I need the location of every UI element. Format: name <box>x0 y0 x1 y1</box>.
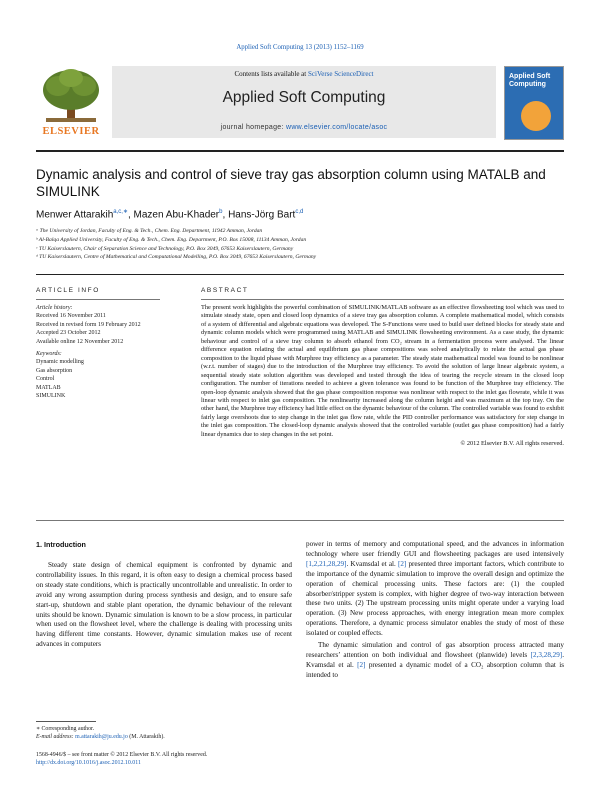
journal-homepage-line <box>112 124 496 131</box>
abstract-text: The present work highlights the powerful combination of SIMULINK/MATLAB software as an effective flowsheeting tool which was used to simulate steady state, open and closed loop dynamics of a sieve tray gas absorption column. A complete mathematical model, which consists of a system of differential and algebraic equations was developed. The S-Functions were used to build user defined blocks for steady state and dynamic column models which were programmed using MATLAB and SIMULINK flowsheeting environment. As a case study, the dynamic behaviour and control of a sieve tray column to absorb ethanol from CO₂ stream in a fermentation process were analysed. The linear difference equation relating the actual and equilibrium gas phase compositions was solved analytically to relate the actual gas phase composition to the liquid phase with Murphree tray efficiency as a parameter. The steady state mathematical model was found to be nonlinear (w.r.t. number of stages) due to the introduction of the Murphree tray efficiency. To avoid the solution of large linear algebraic system, a sequential steady state solution algorithm was developed and tested through the idea of tearing the recycle stream in the closed loop configuration. The number of iterations needed to achieve a given tolerance was found to be function of the Murphree tray efficiency. The open-loop dynamic analysis showed that the gas phase composition response was nonlinear with respect to the inlet gas flowrate, while it was linear with respect to inlet gas composition. The nonlinearity increased along the column height and was maximum at the top tray. On the other hand, the Murphree tray efficiency had little effect on the dynamic behaviour of the column. The controlled variable was found to exhibit fairly large overshoots due to step change in the inlet gas flow rate, while the PID controller performance was satisfactory for step change in the inlet gas composition. The closed-loop dynamic analysis showed that the controlled variable (outlet gas phase composition) had a fairly linear dynamics due to step changes in the set point. <box>201 304 564 438</box>
header-rule <box>36 150 564 152</box>
issn-line: 1568-4946/$ – see front matter © 2012 Elsevier B.V. All rights reserved. <box>36 752 208 758</box>
introduction-paragraph: Steady state design of chemical equipment is confronted by dynamic and controllability issues. In this regard, it is often easy to design a chemical process based on steady state conditions, which is practically uncontrollable and unrealistic. In order to avoid any wrong assumption during process synthesis and design, and to ensure safe start-up, shutdown and stable plant operation, the dynamic behaviour of the relevant units should be known. Dynamic simulation is known to be a slow process, in particular when used on the flowsheet level, where the challenge is dealing with processing units having different time constants. However, dynamic simulation makes use of recent advances in computers <box>36 561 292 649</box>
article-title: Dynamic analysis and control of sieve tray gas absorption column using MATALB and SIMULINK <box>36 167 546 199</box>
homepage-link[interactable]: www.elsevier.com/locate/asoc <box>285 124 388 131</box>
abstract-heading: ABSTRACT <box>201 287 249 294</box>
author-affiliation-marker[interactable]: b <box>219 209 223 215</box>
author-list: Menwer Attarakih$^{a,c,∗}$, Mazen Abu-Khader$^b$, Hans-Jörg Bart$^{c,d}$ <box>36 209 304 221</box>
corresponding-author-note: ∗ Corresponding author. <box>36 726 95 732</box>
keyword-item: Control <box>36 376 55 383</box>
affiliation-line: ᶜ TU Kaiserslautern, Chair of Separation Science and Technology, P.O. Box 3049, 67653 Kaiserslautern, Germany <box>36 245 294 252</box>
cover-title: Applied Soft Computing <box>509 73 551 88</box>
citation-link[interactable]: [2] <box>397 559 407 568</box>
introduction-paragraph-continued: power in terms of memory and computational speed, and the advances in information technology where user friendly GUI and flowsheeting packages are used intensively [1,2,21,28,29]. Kvamsdal et al. [2] presented three important factors, which contribute to the importance of the dynamic simulation to improve the overall design and optimize the operation of chemical processing units. These factors are: (1) the coupled absorber/stripper system is complex, with higher degree of two-way interaction between these two units. (2) The upstream processing units might operate under a varying load operation. (3) New process approaches, with energy integration mean more complex operations. Therefore, a dynamic process simulator enables the study of most of these isolated or coupled effects. <box>306 540 564 638</box>
homepage-prefix: journal homepage: <box>220 124 284 131</box>
email-note <box>36 733 292 741</box>
copyright-notice: © 2012 Elsevier B.V. All rights reserved. <box>460 440 564 448</box>
introduction-paragraph-2: The dynamic simulation and control of gas absorption process attracted many researchers’ attention on both individual and flowsheet (planwide) levels [2,3,28,29]. Kvamsdal et al. [2] presented a dynamic model of a CO₂ absorption column that is intended to <box>306 641 564 679</box>
article-info-heading: ARTICLE INFO <box>36 287 100 294</box>
abstract-column <box>201 287 564 447</box>
journal-cover-thumbnail <box>504 66 564 140</box>
footnote-rule <box>36 721 96 722</box>
cover-graphic <box>521 101 551 131</box>
affiliation-list <box>36 227 564 262</box>
keyword-item: Dynamic modelling <box>36 359 84 366</box>
body-left-column <box>36 540 292 650</box>
author-name: Hans-Jörg Bart <box>228 209 296 221</box>
contents-line <box>112 70 496 78</box>
email-link[interactable]: m.attarakih@ju.edu.jo <box>75 734 128 740</box>
history-item: Accepted 23 October 2012 <box>36 330 101 337</box>
affiliation-line: ᵃ The University of Jordan, Faculty of Eng. & Tech., Chem. Eng. Department, 11942 Amman, Jordan <box>36 228 263 234</box>
history-label: Article history: <box>36 305 73 311</box>
sciencedirect-link[interactable]: SciVerse ScienceDirect <box>308 70 374 78</box>
article-info-rule <box>36 299 160 300</box>
journal-header-box <box>112 66 496 138</box>
affiliation-rule <box>36 274 564 275</box>
keywords-label: Keywords: <box>36 351 62 358</box>
footnotes <box>36 721 292 741</box>
journal-masthead <box>36 66 564 146</box>
citation-link[interactable]: [2] <box>357 660 366 669</box>
affiliation-line: ᵇ Al-Balqa Applied University, Faculty of Eng. & Tech., Chem. Eng. Department, P.O. Box 15008, 11134 Amman, Jordan <box>36 236 307 243</box>
journal-reference[interactable]: Applied Soft Computing 13 (2013) 1152–1169 <box>236 44 364 51</box>
journal-title: Applied Soft Computing <box>222 89 386 106</box>
doi-link[interactable]: http://dx.doi.org/10.1016/j.asoc.2012.10.011 <box>36 760 141 766</box>
elsevier-wordmark: ELSEVIER <box>42 126 100 137</box>
author-name: Menwer Attarakih <box>36 209 114 221</box>
citation-link[interactable]: [1,2,21,28,29] <box>306 559 347 568</box>
author-affiliation-marker[interactable]: c,d <box>295 209 304 215</box>
history-item: Received 16 November 2011 <box>36 313 106 320</box>
author-name: Mazen Abu-Khader <box>133 209 220 221</box>
article-info-column <box>36 287 160 400</box>
contents-prefix: Contents lists available at <box>234 70 307 78</box>
email-label: E-mail address: <box>36 734 74 740</box>
keyword-item: MATLAB <box>36 384 61 391</box>
citation-link[interactable]: [2,3,28,29] <box>530 650 563 659</box>
author-affiliation-marker[interactable]: a,c,∗ <box>113 209 128 215</box>
introduction-heading: 1. Introduction <box>36 540 86 549</box>
abstract-rule <box>201 299 564 300</box>
issn-block <box>36 751 336 767</box>
history-item: Available online 12 November 2012 <box>36 338 124 345</box>
body-right-column <box>306 540 564 681</box>
keyword-item: Gas absorption <box>36 367 73 374</box>
history-item: Received in revised form 19 February 2012 <box>36 321 141 328</box>
affiliation-line: ᵈ TU Kaiserslautern, Centre of Mathematical and Computational Modelling, P.O. Box 3049, 67653 Kaiserslautern, Germany <box>36 254 317 261</box>
abstract-bottom-rule <box>36 520 564 521</box>
email-suffix: (M. Attarakih). <box>129 734 165 740</box>
keyword-item: SIMULINK <box>36 393 66 400</box>
